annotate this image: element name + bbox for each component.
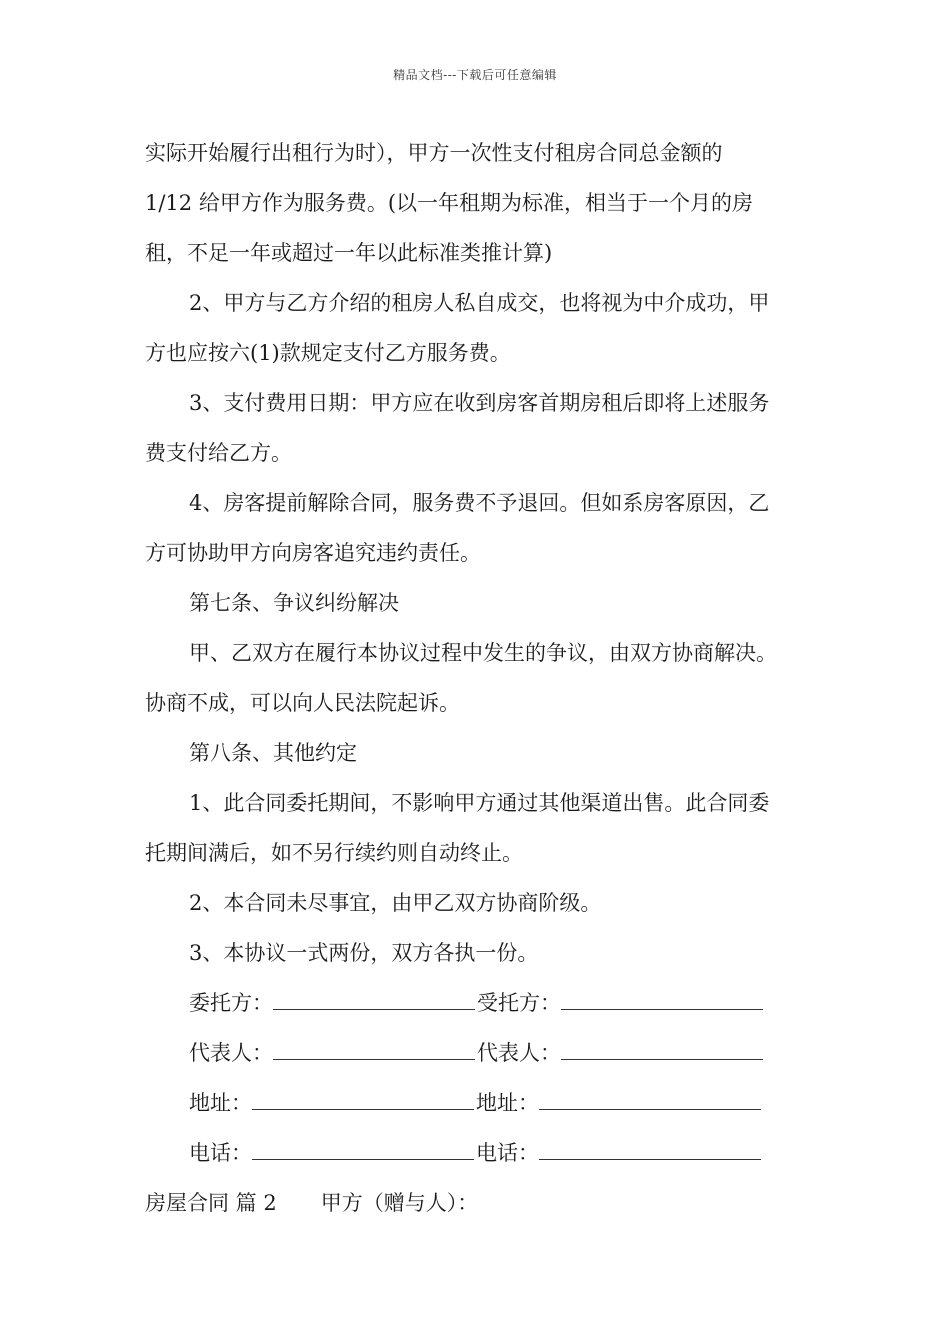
page-header: 精品文档---下载后可任意编辑 (393, 68, 557, 82)
paragraph-line: 3、支付费用日期：甲方应在收到房客首期房租后即将上述服务 (189, 391, 770, 415)
document-body (145, 128, 815, 1228)
paragraph-line: 4、房客提前解除合同，服务费不予退回。但如系房客原因，乙 (189, 491, 770, 515)
address-right-blank[interactable] (539, 1079, 761, 1110)
agent-label: 受托方： (477, 991, 561, 1015)
paragraph-line: 协商不成，可以向人民法院起诉。 (145, 691, 460, 715)
phone-right-label: 电话： (476, 1141, 539, 1165)
paragraph-line: 甲、乙双方在履行本协议过程中发生的争议，由双方协商解决。 (189, 641, 777, 665)
signature-row-representative (145, 1028, 815, 1078)
signature-row-phone (145, 1128, 815, 1178)
paragraph-line: 托期间满后，如不另行续约则自动终止。 (145, 841, 523, 865)
phone-left-blank[interactable] (252, 1129, 474, 1160)
paragraph-line: 2、甲方与乙方介绍的租房人私自成交，也将视为中介成功，甲 (189, 291, 770, 315)
phone-left-label: 电话： (189, 1141, 252, 1165)
donor-label: 甲方（赠与人）： (320, 1191, 479, 1215)
paragraph-line: 3、本协议一式两份，双方各执一份。 (189, 941, 539, 965)
address-right-label: 地址： (476, 1091, 539, 1115)
representative-left-blank[interactable] (273, 1029, 475, 1060)
section-heading: 第七条、争议纠纷解决 (189, 591, 399, 615)
address-left-blank[interactable] (252, 1079, 474, 1110)
principal-signature-blank[interactable] (273, 979, 475, 1010)
representative-right-label: 代表人： (477, 1041, 561, 1065)
paragraph-line: 1/12 给甲方作为服务费。(以一年租期为标准，相当于一个月的房 (145, 191, 754, 215)
agent-signature-blank[interactable] (561, 979, 763, 1010)
next-section-title: 房屋合同 篇 2 (145, 1191, 277, 1215)
section-heading: 第八条、其他约定 (189, 741, 357, 765)
paragraph-line: 方可协助甲方向房客追究违约责任。 (145, 541, 481, 565)
paragraph-line: 1、此合同委托期间，不影响甲方通过其他渠道出售。此合同委 (189, 791, 770, 815)
paragraph-line: 租，不足一年或超过一年以此标准类推计算) (145, 241, 553, 265)
next-section-line (145, 1178, 815, 1228)
address-left-label: 地址： (189, 1091, 252, 1115)
signature-row-principal (145, 978, 815, 1028)
representative-right-blank[interactable] (561, 1029, 763, 1060)
principal-label: 委托方： (189, 991, 273, 1015)
representative-left-label: 代表人： (189, 1041, 273, 1065)
paragraph-line: 费支付给乙方。 (145, 441, 292, 465)
phone-right-blank[interactable] (539, 1129, 761, 1160)
signature-row-address (145, 1078, 815, 1128)
paragraph-line: 实际开始履行出租行为时），甲方一次性支付租房合同总金额的 (145, 141, 723, 165)
paragraph-line: 方也应按六(1)款规定支付乙方服务费。 (145, 341, 511, 365)
paragraph-line: 2、本合同未尽事宜，由甲乙双方协商阶级。 (189, 891, 602, 915)
